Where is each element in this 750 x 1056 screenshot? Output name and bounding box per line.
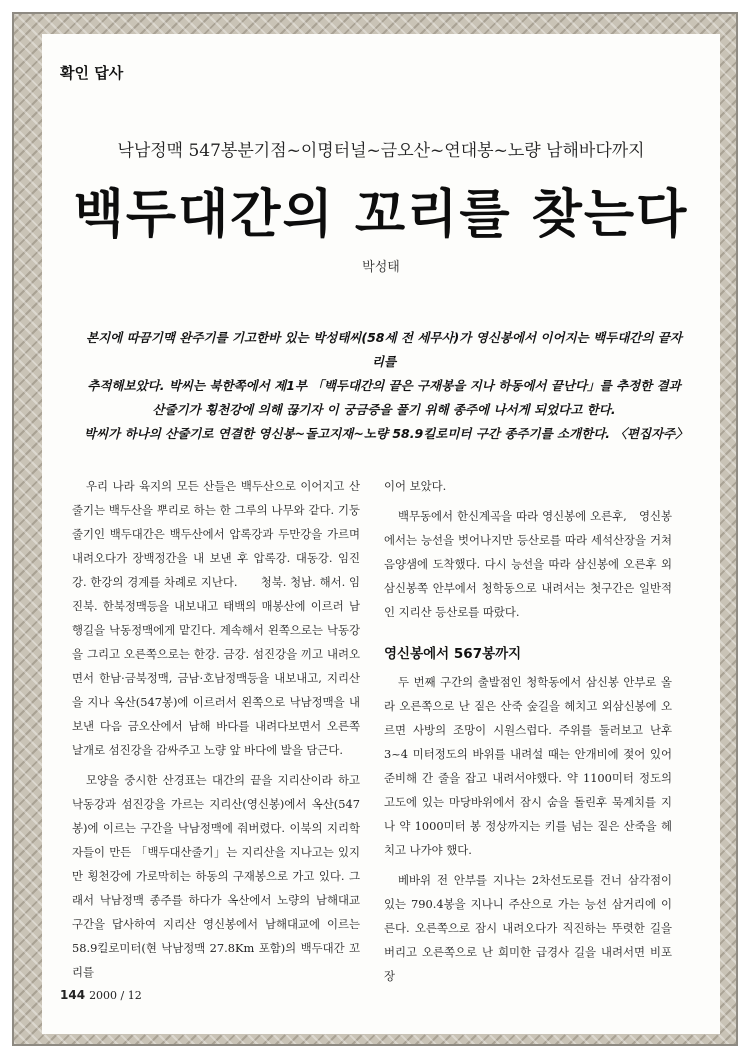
body-paragraph: 두 번째 구간의 출발점인 청학동에서 삼신봉 안부로 올라 오른쪽으로 난 짙은 산죽 숲길을 헤치고 외삼신봉에 오르면 사방의 조망이 시원스럽다. 주위를 둘러보고 난후 3~4 미터정도의 바위를 내려설 때는 안개비에 젖어 있어 준비해 간 줄을 잡고 내려서야했다. 약 1100미터 정도의 고도에 있는 마당바위에서 잠시 숨을 돌린후 묵계치를 지나 약 1000미터 봉 정상까지는 키를 넘는 짙은 산죽을 헤치고 나가야 했다. (384, 675, 672, 857)
section-label: 확인 답사 (60, 64, 124, 82)
body-column-right (384, 474, 672, 988)
section-heading: 영신봉에서 567봉까지 (384, 646, 522, 662)
body-paragraph: 백무동에서 한신계곡을 따라 영신봉에 오른후, 영신봉에서는 능선을 벗어나지만 등산로를 따라 세석산장을 거쳐 음양샘에 도착했다. 다시 능선을 따라 삼신봉에 오른후 외삼신봉쪽 안부에서 청학동으로 내려서는 첫구간은 일반적인 지리산 등산로를 따랐다. (384, 509, 672, 619)
body-paragraph: 우리 나라 육지의 모든 산들은 백두산으로 이어지고 산줄기는 백두산을 뿌리로 하는 한 그루의 나무와 같다. 기둥줄기인 백두대간은 백두산에서 압록강과 두만강을 가르며 내려오다가 장백정간을 내 보낸 후 압록강. 대동강. 임진강. 한강의 경계를 차례로 지난다. 청북. 청남. 해서. 임진북. 한북정맥등을 내보내고 태백의 매봉산에 이르러 남행길을 낙동정맥에게 맡긴다. 계속해서 왼쪽으로는 낙동강을 그리고 오른쪽으로는 한강. 금강. 섬진강을 끼고 내려오면서 한남·금북정맥, 금남·호남정맥등을 내보내고, 지리산을 지나 옥산(547봉)에 이르러서 왼쪽으로 낙남정맥을 내보낸 다음 금오산에서 남해 바다를 내려다보면서 오른쪽 날개로 섬진강을 감싸주고 노량 앞 바다에 발을 담근다. (72, 479, 360, 757)
body-column-left (72, 474, 360, 984)
article-subtitle: 낙남정맥 547봉분기점~이명터널~금오산~연대봉~노량 남해바다까지 (117, 141, 645, 161)
article-author: 박성태 (362, 260, 400, 275)
editor-intro (84, 326, 688, 446)
body-paragraph: 모양을 중시한 산경표는 대간의 끝을 지리산이라 하고 낙동강과 섬진강을 가르는 지리산(영신봉)에서 옥산(547봉)에 이르는 구간을 낙남정맥에 줘버렸다. 이북의 지리학자들이 만든 「백두대산줄기」는 지리산을 지나고는 있지만 횡천강에 가로막히는 하동의 구재봉으로 가고 있다. 그래서 낙남정맥 종주를 하다가 옥산에서 노량의 남해대교 구간을 답사하여 지리산 영신봉에서 남해대교에 이르는 58.9킬로미터(현 낙남정맥 27.8Km 포함)의 백두대간 꼬리를 (72, 773, 360, 979)
body-paragraph: 베바위 전 안부를 지나는 2차선도로를 건너 삼각점이 있는 790.4봉을 지나니 주산으로 가는 능선 삼거리에 이른다. 오른쪽으로 잠시 내려오다가 직진하는 뚜렷한 길을 버리고 오른쪽으로 난 희미한 급경사 길을 내려서면 비포장 (384, 873, 672, 983)
article-title: 백두대간의 꼬리를 찾는다 (73, 185, 689, 245)
issue-date: 2000 / 12 (89, 989, 142, 1002)
intro-line: 산줄기가 횡천강에 의해 끊기자 이 궁금증을 풀기 위해 종주에 나서게 되었다고 한다. (152, 402, 616, 417)
page-number: 144 (60, 988, 86, 1002)
magazine-page (42, 34, 720, 1034)
page-footer (60, 988, 142, 1002)
body-paragraph: 이어 보았다. (384, 479, 447, 493)
intro-line: 추적해보았다. 박씨는 북한쪽에서 제1부 「백두대간의 끝은 구재봉을 지나 하동에서 끝난다」를 추정한 결과 (87, 378, 681, 393)
intro-line: 본지에 따끔기맥 완주기를 기고한바 있는 박성태씨(58세 전 세무사)가 영신봉에서 이어지는 백두대간의 끝자리를 (86, 330, 682, 369)
intro-line: 박씨가 하나의 산줄기로 연결한 영신봉~돌고지재~노량 58.9킬로미터 구간 종주기를 소개한다. 〈편집자주〉 (84, 426, 688, 441)
